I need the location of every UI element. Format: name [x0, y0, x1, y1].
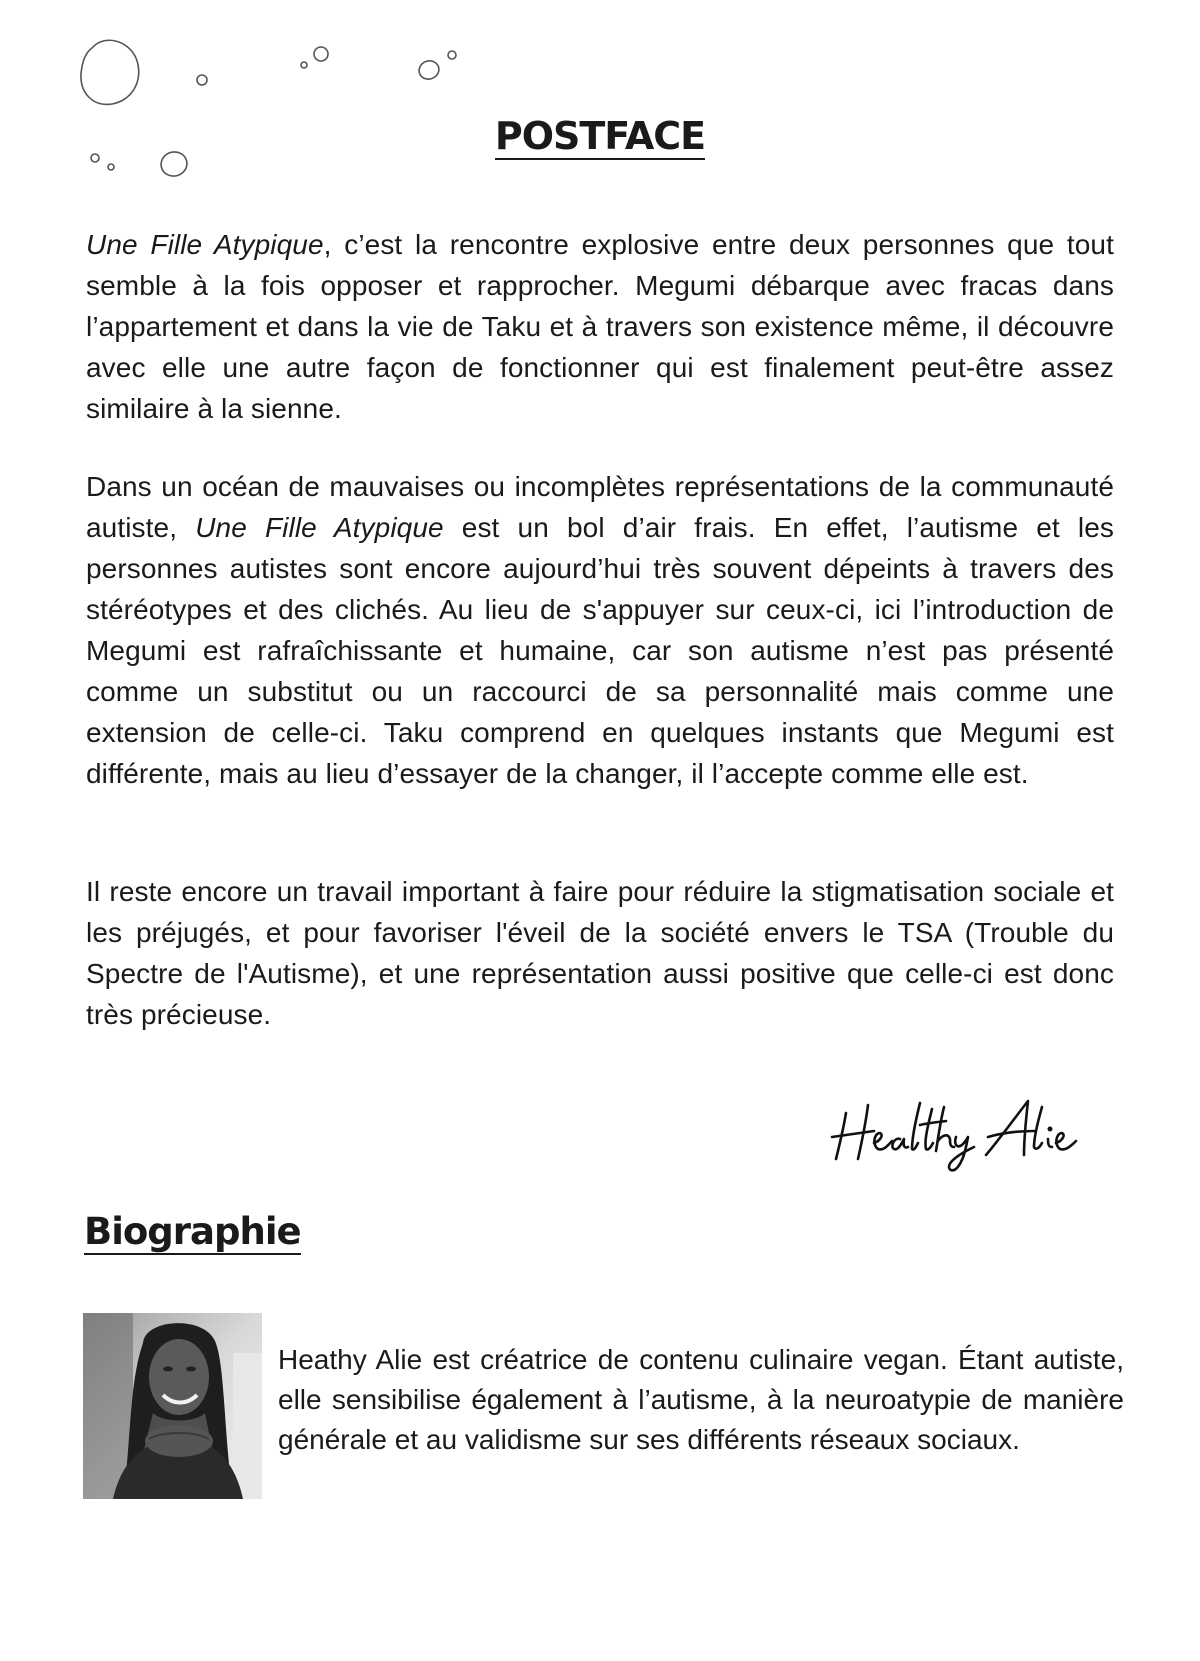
book-title-italic: Une Fille Atypique	[195, 512, 444, 543]
paragraph-text: , c’est la rencontre explosive entre deux personnes que tout semble à la fois opposer et rapprocher. Megumi débarque avec fracas dans l’appartement et dans la vie de Taku et à travers son existence même, il découvre avec elle une autre façon de fonctionner qui est finalement peut-être assez similaire à la sienne.	[86, 229, 1114, 424]
page-title: POSTFACE	[494, 114, 706, 158]
author-photo	[83, 1313, 262, 1499]
postface-paragraph-2	[86, 466, 1114, 794]
biography-text: Heathy Alie est créatrice de contenu culinaire vegan. Étant autiste, elle sensibilise également à l’autisme, à la neuroatypie de manière générale et au validisme sur ses différents réseaux sociaux.	[278, 1344, 1124, 1455]
paragraph-text-after: est un bol d’air frais. En effet, l’autisme et les personnes autistes sont encore aujourd’hui très souvent dépeints à travers des stéréotypes et des clichés. Au lieu de s'appuyer sur ceux-ci, ici l’introduction de Megumi est rafraîchissante et humaine, car son autisme n’est pas présenté comme un substitut ou un raccourci de sa personnalité mais comme une extension de celle-ci. Taku comprend en quelques instants que Megumi est différente, mais au lieu d’essayer de la changer, il l’accepte comme elle est.	[86, 512, 1114, 789]
biography-heading: Biographie	[84, 1210, 301, 1253]
postface-paragraph-3	[86, 871, 1114, 1035]
handwritten-signature	[828, 1085, 1088, 1175]
paragraph-text: Il reste encore un travail important à faire pour réduire la stigmatisation sociale et les préjugés, et pour favoriser l'éveil de la société envers le TSA (Trouble du Spectre de l'Autisme), et une représentation aussi positive que celle-ci est donc très précieuse.	[86, 876, 1114, 1030]
paragraph-text-before: Dans un océan de mauvaises ou incomplètes représentations de la communauté autiste,	[86, 471, 1114, 543]
book-title-italic: Une Fille Atypique	[86, 229, 324, 260]
postface-paragraph-1	[86, 224, 1114, 429]
decorative-bubbles	[0, 0, 480, 200]
